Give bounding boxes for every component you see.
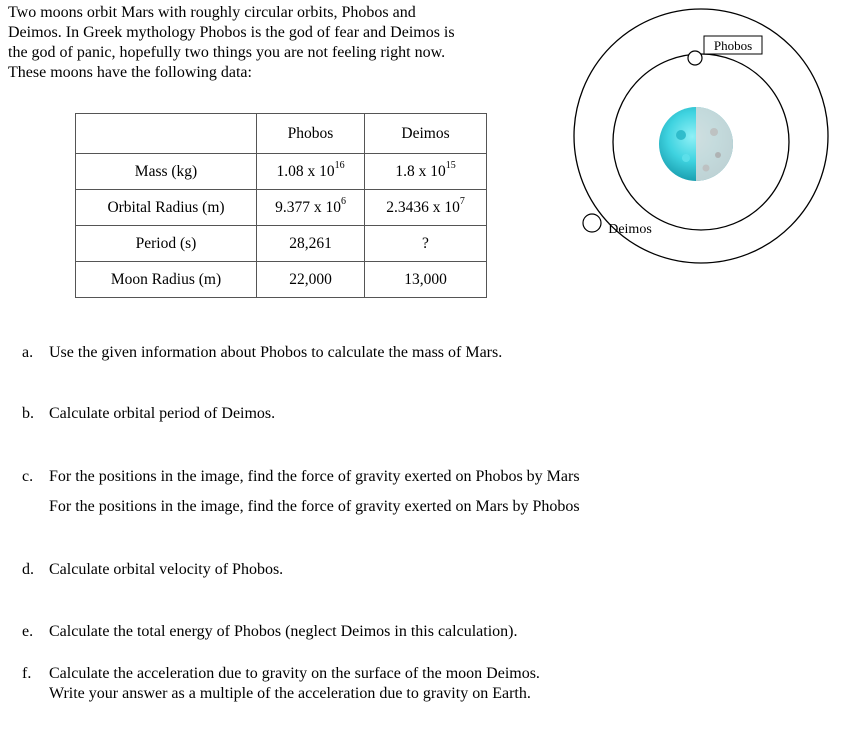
mars-planet [659,107,733,181]
question-text: Use the given information about Phobos to calculate the mass of Mars. [49,344,503,361]
intro-line: Two moons orbit Mars with roughly circular orbits, Phobos and [8,4,416,21]
question-letter: a. [22,344,34,361]
question-e [22,622,517,642]
question-f [22,664,540,704]
question-c [22,467,580,517]
question-text-second: Write your answer as a multiple of the acceleration due to gravity on Earth. [49,685,531,702]
deimos-orbital-radius: 2.3436 x $10^7$ [365,190,487,226]
question-text: Calculate orbital period of Deimos. [49,405,276,422]
phobos-label: Phobos [713,38,753,53]
question-letter: d. [22,561,34,578]
moon-data-table [75,113,487,298]
table-row-orbital-radius [76,190,487,226]
table-row-mass [76,154,487,190]
row-label: Period (s) [76,226,257,262]
question-b [22,404,275,424]
row-label: Mass (kg) [76,154,257,190]
deimos-moon [583,214,601,232]
question-text: Calculate the acceleration due to gravity on the surface of the moon Deimos. [49,665,540,682]
question-d [22,560,283,580]
table-header-empty [76,114,257,154]
question-text: Calculate orbital velocity of Phobos. [49,561,284,578]
table-row-period [76,226,487,262]
phobos-moon [688,51,702,65]
question-letter: e. [22,623,34,640]
question-text: Calculate the total energy of Phobos (neglect Deimos in this calculation). [49,623,518,640]
table-header-row [76,114,487,154]
phobos-mass: 1.08 x $10^{16}$ [257,154,365,190]
deimos-moon-radius: 13,000 [365,262,487,298]
intro-paragraph [8,3,528,83]
question-a [22,343,502,363]
row-label: Orbital Radius (m) [76,190,257,226]
row-label: Moon Radius (m) [76,262,257,298]
intro-line: Deimos. In Greek mythology Phobos is the god of fear and Deimos is [8,24,455,41]
phobos-period: 28,261 [257,226,365,262]
intro-line: the god of panic, hopefully two things you are not feeling right now. [8,44,446,61]
question-text-second: For the positions in the image, find the force of gravity exerted on Mars by Phobos [49,498,580,515]
orbit-diagram [556,0,846,290]
question-text: For the positions in the image, find the force of gravity exerted on Phobos by Mars [49,468,580,485]
deimos-mass: 1.8 x $10^{15}$ [365,154,487,190]
phobos-orbital-radius: 9.377 x $10^6$ [257,190,365,226]
phobos-moon-radius: 22,000 [257,262,365,298]
question-letter: b. [22,405,34,422]
question-letter: c. [22,468,34,485]
table-header-phobos: Phobos [257,114,365,154]
question-letter: f. [22,665,32,682]
table-header-deimos: Deimos [365,114,487,154]
deimos-period: ? [365,226,487,262]
table-row-moon-radius [76,262,487,298]
intro-line: These moons have the following data: [8,64,252,81]
deimos-label: Deimos [608,222,652,237]
